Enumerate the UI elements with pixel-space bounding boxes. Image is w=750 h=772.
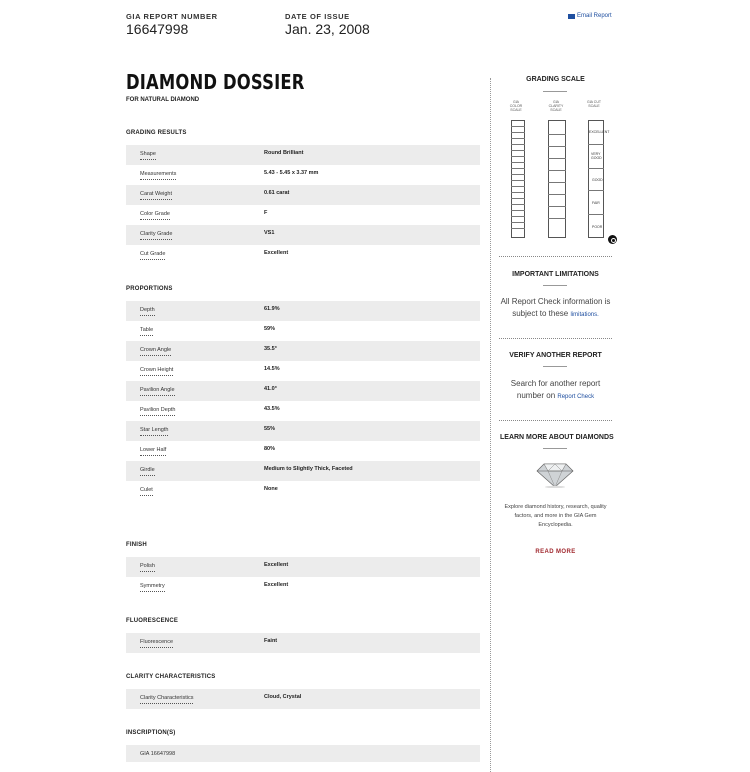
row-value: Excellent — [264, 250, 289, 256]
table-row — [126, 301, 480, 321]
title-rule — [543, 285, 567, 286]
diamond-icon — [536, 458, 574, 488]
table-row — [126, 381, 480, 401]
report-number: 16647998 — [126, 21, 189, 37]
table-row — [126, 185, 480, 205]
section-heading-finish: FINISH — [126, 542, 147, 548]
scale-tick — [511, 204, 525, 205]
row-value: 41.0° — [264, 386, 277, 392]
verify-text — [499, 378, 612, 403]
limitations-text — [499, 296, 612, 321]
row-value: Cloud, Crystal — [264, 694, 302, 700]
cut-grade-label: FAIR — [592, 201, 600, 205]
issue-date: Jan. 23, 2008 — [285, 21, 370, 37]
scale-tick — [548, 218, 566, 219]
row-label: Table — [140, 327, 153, 336]
scale-tick — [511, 192, 525, 193]
sidebar-divider — [499, 420, 612, 421]
row-label: Pavilion Angle — [140, 387, 175, 396]
scale-tick — [548, 134, 566, 135]
row-label: Pavilion Depth — [140, 407, 175, 416]
row-label: Measurements — [140, 171, 176, 180]
row-value: Medium to Slightly Thick, Faceted — [264, 466, 353, 472]
scale-tick — [548, 194, 566, 195]
learn-text: Explore diamond history, research, quality factors, and more in the GIA Gem Encyclopedia. — [504, 504, 607, 528]
row-value: 14.5% — [264, 366, 280, 372]
email-icon — [568, 14, 575, 19]
row-label: Clarity Grade — [140, 231, 172, 240]
read-more-link[interactable]: READ MORE — [535, 549, 576, 555]
table-row — [126, 361, 480, 381]
table-row — [126, 205, 480, 225]
section-heading-proportions: PROPORTIONS — [126, 286, 173, 292]
table-row — [126, 689, 480, 709]
scale-tick — [511, 186, 525, 187]
scale-tick — [511, 198, 525, 199]
row-value: None — [264, 486, 278, 492]
cut-grade-label: VERY GOOD — [591, 152, 602, 160]
section-heading-fluorescence: FLUORESCENCE — [126, 618, 179, 624]
email-report-label: Email Report — [577, 13, 612, 19]
limitations-body: All Report Check information is subject to these — [500, 297, 611, 318]
row-value: Faint — [264, 638, 278, 644]
scale-tick — [511, 132, 525, 133]
scale-tick — [511, 174, 525, 175]
row-label: Fluorescence — [140, 639, 173, 648]
table-row — [126, 461, 480, 481]
row-value: 61.9% — [264, 306, 280, 312]
row-value: 59% — [264, 326, 276, 332]
scale-tick — [548, 206, 566, 207]
scale-tick — [511, 150, 525, 151]
table-row — [126, 421, 480, 441]
grading-scale-title: GRADING SCALE — [526, 76, 585, 83]
scale-tick — [588, 144, 604, 145]
row-label: Color Grade — [140, 211, 170, 220]
row-value: 55% — [264, 426, 276, 432]
limitations-link[interactable]: limitations. — [570, 312, 599, 318]
scale-tick — [588, 190, 604, 191]
scale-tick — [548, 146, 566, 147]
table-row — [126, 577, 480, 597]
verify-body: Search for another report number on — [510, 379, 601, 400]
row-label: Culet — [140, 487, 153, 496]
scale-tick — [548, 170, 566, 171]
scale-tick — [511, 138, 525, 139]
color-scale-header: GIA COLOR SCALE — [509, 100, 523, 112]
sidebar-divider — [499, 256, 612, 257]
scale-tick — [588, 214, 604, 215]
row-value: 35.5° — [264, 346, 277, 352]
row-label: GIA 16647998 — [140, 751, 176, 757]
scale-tick — [511, 210, 525, 211]
verify-title: VERIFY ANOTHER REPORT — [509, 352, 602, 359]
row-label: Crown Height — [140, 367, 173, 376]
table-row — [126, 481, 480, 501]
row-label: Star Length — [140, 427, 168, 436]
scale-tick — [548, 182, 566, 183]
title-rule — [543, 448, 567, 449]
row-label: Lower Half — [140, 447, 166, 456]
row-label: Shape — [140, 151, 156, 160]
scale-tick — [511, 144, 525, 145]
table-row — [126, 341, 480, 361]
title-rule — [543, 366, 567, 367]
row-value: Round Brilliant — [264, 150, 304, 156]
cut-scale-header: GIA CUT SCALE — [586, 100, 601, 108]
clarity-scale-header: GIA CLARITY SCALE — [548, 100, 564, 112]
table-row — [126, 745, 480, 762]
learn-title: LEARN MORE ABOUT DIAMONDS — [500, 434, 614, 441]
table-row — [126, 225, 480, 245]
scale-tick — [511, 228, 525, 229]
grading-scale-chart — [508, 100, 616, 245]
limitations-title: IMPORTANT LIMITATIONS — [512, 271, 599, 278]
cut-grade-label: GOOD — [592, 178, 603, 182]
report-number-label: GIA REPORT NUMBER — [126, 12, 218, 21]
scale-tick — [548, 158, 566, 159]
scale-tick — [511, 162, 525, 163]
email-report-link[interactable] — [568, 13, 612, 19]
row-value: F — [264, 210, 268, 216]
report-check-link[interactable]: Report Check — [557, 394, 595, 400]
row-value: VS1 — [264, 230, 275, 236]
scale-tick — [511, 180, 525, 181]
row-value: 80% — [264, 446, 276, 452]
table-row — [126, 633, 480, 653]
row-label: Clarity Characteristics — [140, 695, 193, 704]
table-row — [126, 401, 480, 421]
table-row — [126, 321, 480, 341]
zoom-icon[interactable] — [608, 235, 617, 244]
row-label: Depth — [140, 307, 155, 316]
table-row — [126, 557, 480, 577]
date-label: DATE OF ISSUE — [285, 12, 350, 21]
row-label: Polish — [140, 563, 155, 572]
row-label: Crown Angle — [140, 347, 171, 356]
row-value: 0.61 carat — [264, 190, 290, 196]
table-row — [126, 145, 480, 165]
page-title: DIAMOND DOSSIER — [126, 70, 305, 94]
scale-tick — [588, 168, 604, 169]
scale-tick — [511, 168, 525, 169]
page-subtitle: FOR NATURAL DIAMOND — [126, 97, 200, 103]
row-label: Cut Grade — [140, 251, 165, 260]
scale-tick — [511, 156, 525, 157]
section-heading-grading: GRADING RESULTS — [126, 130, 187, 136]
row-label: Symmetry — [140, 583, 165, 592]
row-value: 5.43 - 5.45 x 3.37 mm — [264, 170, 319, 176]
row-value: 43.5% — [264, 406, 280, 412]
sidebar-divider — [499, 338, 612, 339]
clarity-scale-bar — [548, 120, 566, 238]
scale-tick — [511, 222, 525, 223]
scale-tick — [511, 126, 525, 127]
section-heading-clarity: CLARITY CHARACTERISTICS — [126, 674, 216, 680]
section-heading-inscription: INSCRIPTION(S) — [126, 730, 176, 736]
title-rule — [543, 91, 567, 92]
table-row — [126, 245, 480, 265]
cut-grade-label: POOR — [592, 225, 603, 229]
cut-grade-label: EXCELLENT — [589, 130, 610, 134]
scale-tick — [511, 216, 525, 217]
column-divider — [490, 78, 491, 772]
table-row — [126, 165, 480, 185]
table-row — [126, 441, 480, 461]
row-value: Excellent — [264, 582, 289, 588]
row-label: Carat Weight — [140, 191, 172, 200]
row-value: Excellent — [264, 562, 289, 568]
row-label: Girdle — [140, 467, 155, 476]
